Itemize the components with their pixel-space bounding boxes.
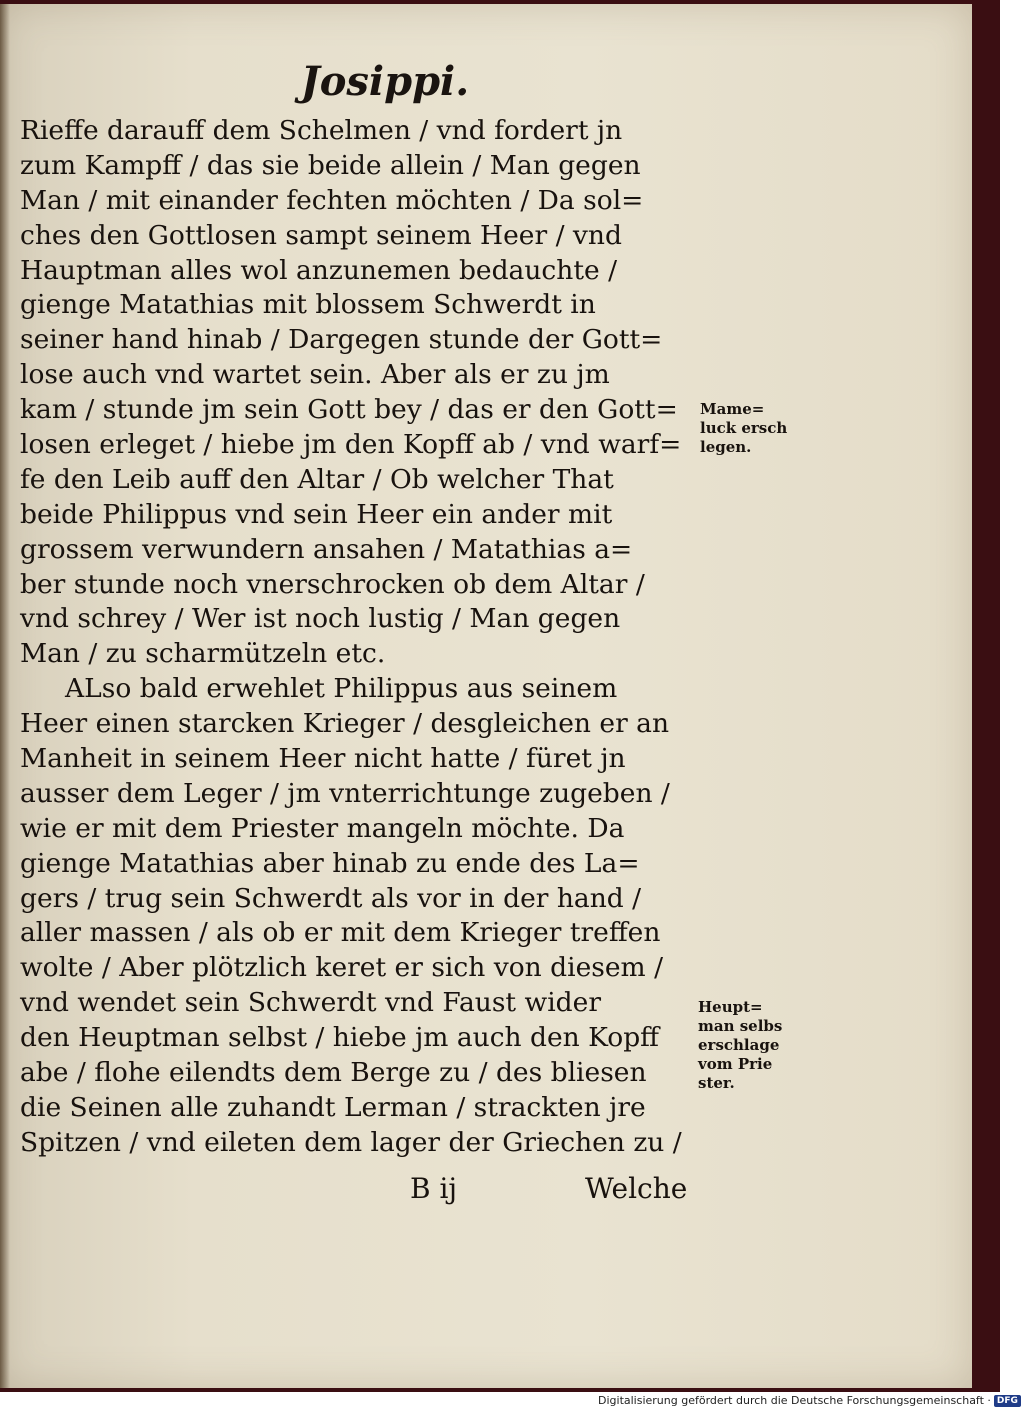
dfg-logo: DFG: [994, 1395, 1021, 1407]
text-line: Hauptman alles wol anzunemen bedauchte /: [20, 254, 618, 286]
text-line: Manheit in seinem Heer nicht hatte / füret jn: [20, 743, 626, 775]
paragraph-start-line: ALso bald erwehlet Philippus aus seinem: [65, 673, 618, 705]
text-line: gers / trug sein Schwerdt als vor in der hand /: [20, 882, 642, 914]
page-gutter: [0, 4, 10, 1388]
text-line: Man / zu scharmützeln etc.: [20, 638, 386, 670]
page-footer: [20, 1172, 700, 1212]
text-line: beide Philippus vnd sein Heer ein ander mit: [20, 498, 613, 530]
signature-mark: B ij: [410, 1172, 458, 1205]
text-line: gienge Matathias mit blossem Schwerdt in: [20, 289, 596, 321]
text-line: den Heuptman selbst / hiebe jm auch den Kopff: [20, 1022, 660, 1054]
text-line: die Seinen alle zuhandt Lerman / strackten jre: [20, 1091, 646, 1123]
text-line: ber stunde noch vnerschrocken ob dem Altar /: [20, 568, 645, 600]
margin-note-heuptman: [698, 998, 808, 1093]
text-line: zum Kampff / das sie beide allein / Man gegen: [20, 149, 641, 181]
margin-note-line: vom Prie: [698, 1055, 773, 1073]
page-header: Josippi.: [300, 58, 470, 105]
text-line: Spitzen / vnd eileten dem lager der Griechen zu /: [20, 1126, 682, 1158]
margin-note-line: legen.: [700, 438, 752, 456]
text-line: wolte / Aber plötzlich keret er sich von diesem /: [20, 952, 664, 984]
text-line: lose auch vnd wartet sein. Aber als er zu jm: [20, 359, 610, 391]
text-line: vnd wendet sein Schwerdt vnd Faust wider: [20, 987, 601, 1019]
text-line: losen erleget / hiebe jm den Kopff ab / vnd warf=: [20, 429, 682, 461]
digitization-credit: [598, 1394, 1021, 1407]
body-text: [20, 114, 700, 1161]
text-line: abe / flohe eilendts dem Berge zu / des bliesen: [20, 1057, 647, 1089]
text-line: Heer einen starcken Krieger / desgleichen er an: [20, 708, 670, 740]
margin-note-line: Mame=: [700, 400, 765, 418]
margin-note-line: man selbs: [698, 1017, 783, 1035]
text-line: Man / mit einander fechten möchten / Da sol=: [20, 184, 644, 216]
text-line: gienge Matathias aber hinab zu ende des La=: [20, 847, 640, 879]
text-line: seiner hand hinab / Dargegen stunde der Gott=: [20, 324, 663, 356]
text-line: ausser dem Leger / jm vnterrichtunge zugeben /: [20, 777, 670, 809]
text-line: Rieffe darauff dem Schelmen / vnd fordert jn: [20, 115, 623, 146]
margin-note-line: luck ersch: [700, 419, 788, 437]
text-line: fe den Leib auff den Altar / Ob welcher That: [20, 463, 614, 495]
text-line: vnd schrey / Wer ist noch lustig / Man gegen: [20, 603, 621, 635]
text-line: aller massen / als ob er mit dem Krieger treffen: [20, 917, 661, 949]
text-line: grossem verwundern ansahen / Matathias a=: [20, 533, 633, 565]
margin-note-line: Heupt=: [698, 998, 763, 1016]
text-line: wie er mit dem Priester mangeln möchte. Da: [20, 812, 625, 844]
margin-note-mameluck: [700, 400, 810, 457]
text-line: kam / stunde jm sein Gott bey / das er den Gott=: [20, 394, 678, 426]
credit-text: Digitalisierung gefördert durch die Deutsche Forschungsgemeinschaft ·: [598, 1394, 991, 1407]
margin-note-line: ster.: [698, 1074, 735, 1092]
margin-note-line: erschlage: [698, 1036, 780, 1054]
text-line: ches den Gottlosen sampt seinem Heer / vnd: [20, 219, 622, 251]
catchword: Welche: [585, 1172, 688, 1205]
